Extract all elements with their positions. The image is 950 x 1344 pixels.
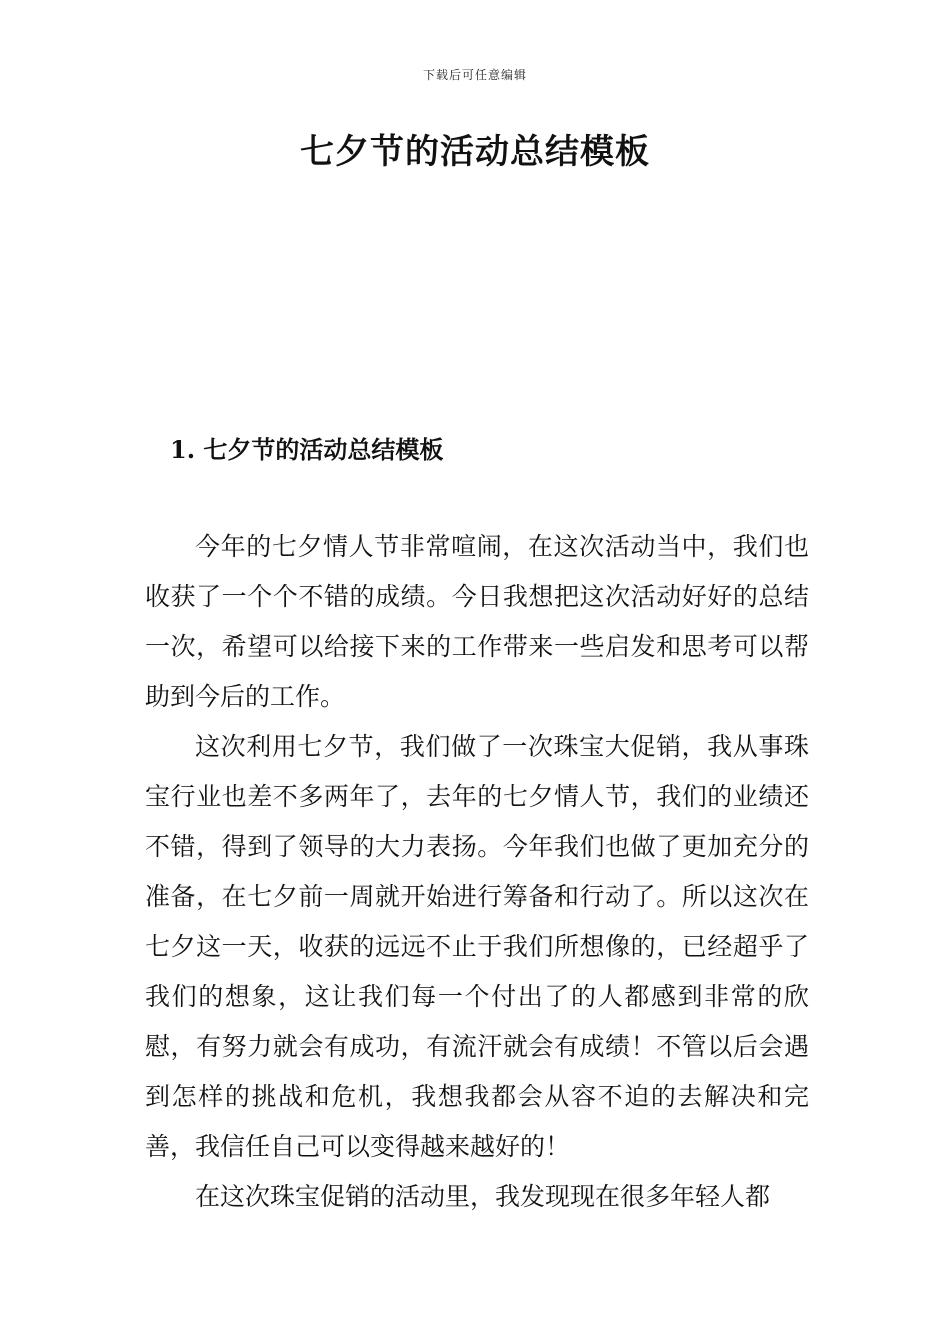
document-title: 七夕节的活动总结模板 (300, 132, 650, 172)
paragraph: 在这次珠宝促销的活动里，我发现现在很多年轻人都 (195, 1182, 771, 1211)
body-text (145, 522, 809, 1222)
section-heading: 1. 七夕节的活动总结模板 (170, 435, 444, 464)
paragraph: 今年的七夕情人节非常喧闹，在这次活动当中，我们也收获了一个个不错的成绩。今日我想把这次活动好好的总结一次，希望可以给接下来的工作带来一些启发和思考可以帮助到今后的工作。 (145, 532, 809, 711)
header-note: 下载后可任意编辑 (422, 68, 527, 82)
paragraph: 这次利用七夕节，我们做了一次珠宝大促销，我从事珠宝行业也差不多两年了，去年的七夕情人节，我们的业绩还不错，得到了领导的大力表扬。今年我们也做了更加充分的准备，在七夕前一周就开始进行筹备和行动了。所以这次在七夕这一天，收获的远远不止于我们所想像的，已经超乎了我们的想象，这让我们每一个付出了的人都感到非常的欣慰，有努力就会有成功，有流汗就会有成绩！不管以后会遇到怎样的挑战和危机，我想我都会从容不迫的去解决和完善，我信任自己可以变得越来越好的！ (145, 732, 809, 1161)
